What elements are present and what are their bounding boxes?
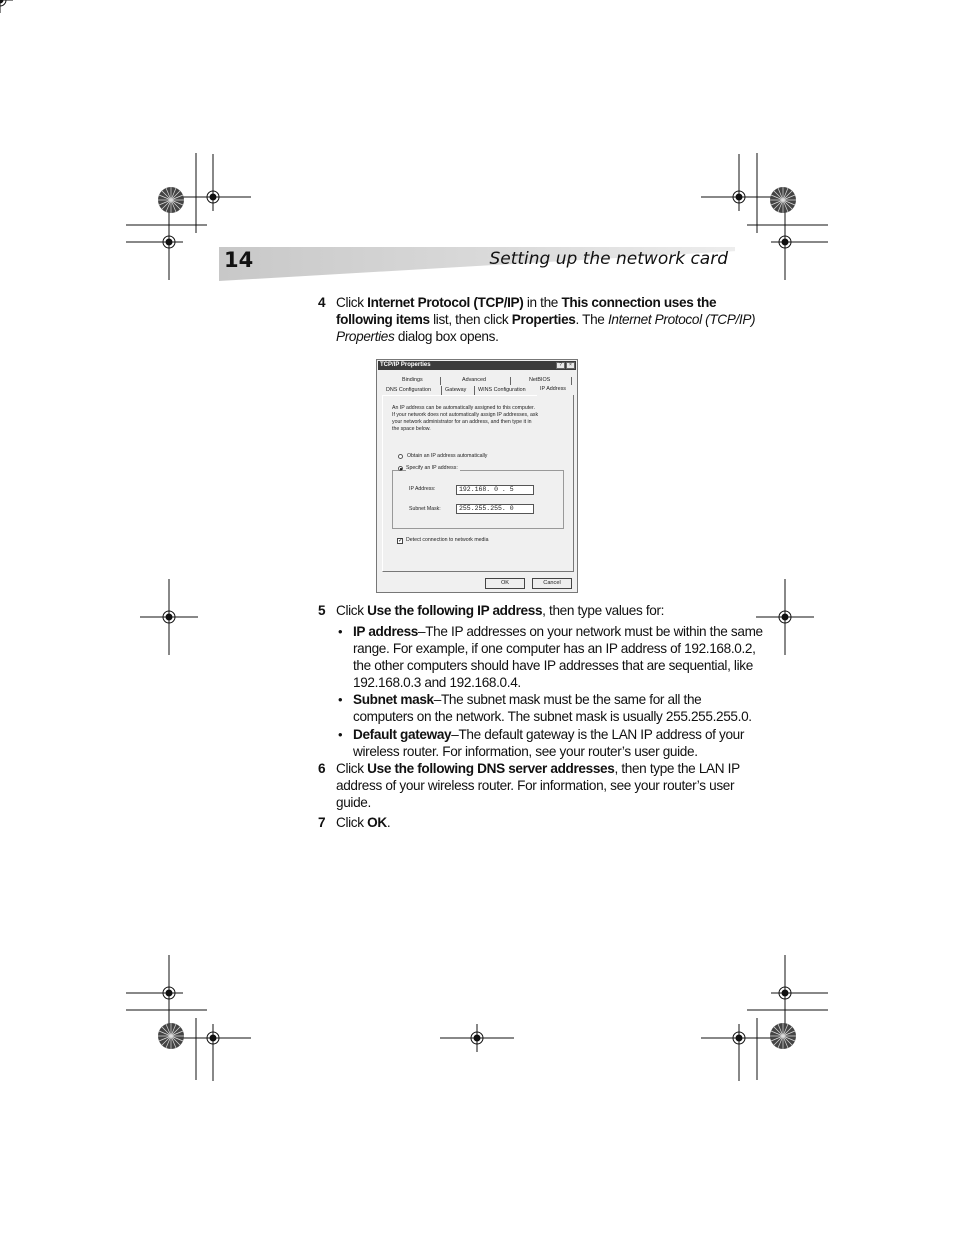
- specify-ip-radio[interactable]: [398, 466, 403, 471]
- step-4-number: 4: [318, 295, 326, 310]
- bullet-icon: •: [338, 624, 343, 639]
- description-line: the space below.: [392, 426, 431, 432]
- specify-ip-group: [392, 470, 564, 529]
- description-line: If your network does not automatically assign IP addresses, ask: [392, 412, 539, 418]
- step-6-line-2: address of your wireless router. For information, see your router’s user: [336, 778, 735, 793]
- tcpip-properties-dialog: [376, 359, 578, 593]
- dialog-titlebar: [378, 361, 576, 370]
- tab-divider: [474, 386, 475, 395]
- obtain-ip-radio[interactable]: [398, 454, 403, 459]
- bullet-ip-line-3: the other computers should have IP addresses that are sequential, like: [353, 658, 753, 673]
- bullet-ip-line-4: 192.168.0.3 and 192.168.0.4.: [353, 675, 521, 690]
- detect-media-checkbox[interactable]: ✓: [398, 538, 404, 544]
- ip-address-label: IP Address:: [409, 486, 436, 492]
- tab-divider: [510, 377, 511, 385]
- tab-divider: [571, 377, 572, 385]
- step-7-number: 7: [318, 815, 326, 830]
- obtain-ip-label: Obtain an IP address automatically: [407, 453, 488, 459]
- tab-bindings[interactable]: Bindings: [402, 377, 423, 383]
- page-number: 14: [224, 248, 254, 272]
- cancel-button[interactable]: Cancel: [532, 578, 572, 589]
- step-4-line-1: Click Internet Protocol (TCP/IP) in the This connection uses the: [336, 295, 717, 310]
- step-6-line-1: Click Use the following DNS server addresses, then type the LAN IP: [336, 761, 740, 776]
- ok-button[interactable]: OK: [485, 578, 525, 589]
- specify-ip-label: Specify an IP address:: [406, 465, 458, 471]
- step-6-number: 6: [318, 761, 326, 776]
- tab-ip-address[interactable]: IP Address: [540, 386, 566, 392]
- step-7-text: Click OK.: [336, 815, 391, 830]
- description-line: your network administrator for an address, and then type it in: [392, 419, 532, 425]
- running-title: Setting up the network card: [489, 249, 728, 269]
- tab-netbios[interactable]: NetBIOS: [529, 377, 551, 383]
- bullet-icon: •: [338, 692, 343, 707]
- bullet-mask-line-2: computers on the network. The subnet mask is usually 255.255.255.0.: [353, 709, 752, 724]
- tab-advanced[interactable]: Advanced: [462, 377, 486, 383]
- ip-address-field[interactable]: 192.168. 0 . 5: [456, 485, 534, 495]
- description-line: An IP address can be automatically assigned to this computer.: [392, 405, 535, 411]
- step-5-text: Click Use the following IP address, then type values for:: [336, 603, 665, 618]
- detect-media-label: Detect connection to network media: [406, 537, 489, 543]
- step-4-line-2: following items list, then click Properties. The Internet Protocol (TCP/IP): [336, 312, 756, 327]
- step-4-line-3: Properties dialog box opens.: [336, 329, 499, 344]
- subnet-mask-field[interactable]: 255.255.255. 0: [456, 504, 534, 514]
- step-6-line-3: guide.: [336, 795, 371, 810]
- dialog-title: TCP/IP Properties: [380, 362, 431, 368]
- bullet-ip-line-1: IP address–The IP addresses on your network must be within the same: [353, 624, 763, 639]
- bullet-ip-line-2: range. For example, if one computer has an IP address of 192.168.0.2,: [353, 641, 756, 656]
- help-button[interactable]: ?: [556, 362, 565, 369]
- subnet-mask-label: Subnet Mask:: [409, 506, 441, 512]
- tab-divider: [440, 377, 441, 385]
- tab-divider: [441, 386, 442, 395]
- tab-dns-configuration[interactable]: DNS Configuration: [386, 387, 431, 393]
- step-5-number: 5: [318, 603, 326, 618]
- bullet-mask-line-1: Subnet mask–The subnet mask must be the same for all the: [353, 692, 702, 707]
- close-button[interactable]: ×: [566, 362, 575, 369]
- tab-wins-configuration[interactable]: WINS Configuration: [478, 387, 526, 393]
- tab-gateway[interactable]: Gateway: [445, 387, 467, 393]
- bullet-icon: •: [338, 727, 343, 742]
- bullet-gateway-line-1: Default gateway–The default gateway is the LAN IP address of your: [353, 727, 745, 742]
- bullet-gateway-line-2: wireless router. For information, see your router’s user guide.: [353, 744, 698, 759]
